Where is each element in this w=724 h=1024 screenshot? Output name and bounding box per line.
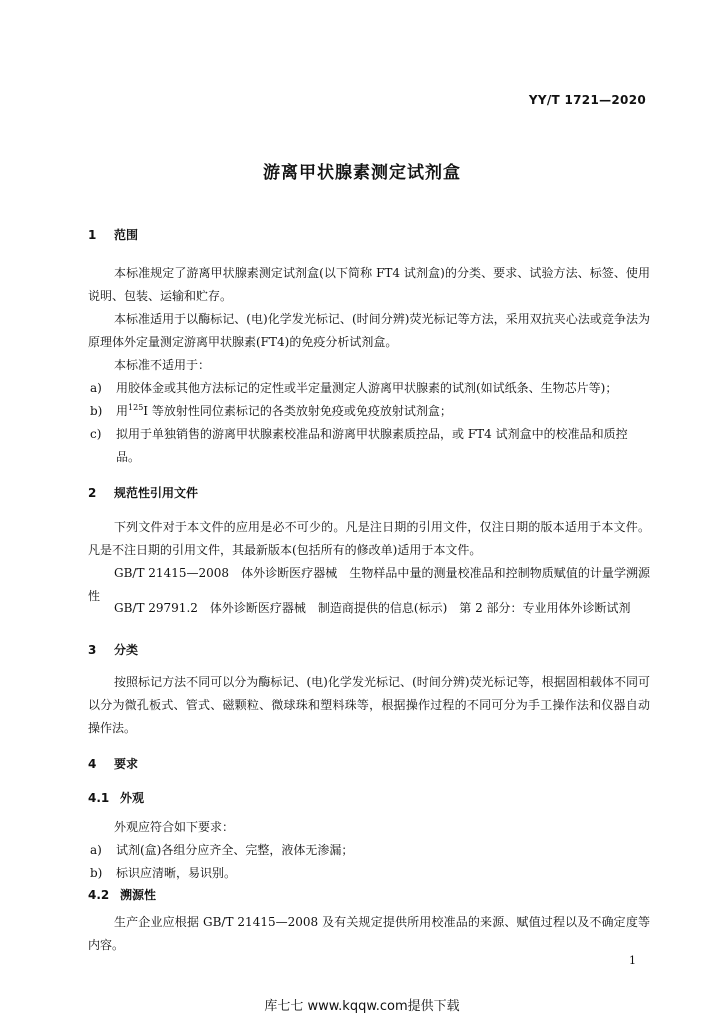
normative-reference: GB/T 21415—2008 体外诊断医疗器械 生物样品中量的测量校准品和控制物质赋值的计量学溯源性 <box>88 566 650 603</box>
list-text: 标识应清晰，易识别。 <box>116 866 237 880</box>
paragraph: 外观应符合如下要求： <box>114 820 235 834</box>
section-title: 范围 <box>114 228 139 242</box>
section-title: 分类 <box>114 643 139 657</box>
list-item <box>90 839 650 862</box>
list-item <box>90 377 650 400</box>
standard-number: YY/T 1721—2020 <box>528 93 646 107</box>
isotope-superscript: 125 <box>128 403 144 412</box>
list-text: 拟用于单独销售的游离甲状腺素校准品和游离甲状腺素质控品，或 FT4 试剂盒中的校准品和质控品。 <box>116 427 628 464</box>
list-marker: a) <box>90 381 102 395</box>
paragraph: 本标准适用于以酶标记、(电)化学发光标记、(时间分辨)荧光标记等方法，采用双抗夹心法或竞争法为原理体外定量测定游离甲状腺素(FT4)的免疫分析试剂盒。 <box>88 312 650 349</box>
paragraph: 下列文件对于本文件的应用是必不可少的。凡是注日期的引用文件，仅注日期的版本适用于本文件。凡是不注日期的引用文件，其最新版本(包括所有的修改单)适用于本文件。 <box>88 520 650 557</box>
section-title: 规范性引用文件 <box>114 486 199 500</box>
paragraph: 本标准不适用于： <box>114 358 211 372</box>
footer-download-note: 库七七 www.kqqw.com提供下载 <box>264 999 460 1014</box>
section-2-heading <box>88 484 198 501</box>
subsection-title: 溯源性 <box>120 888 157 902</box>
list-item <box>90 862 650 885</box>
paragraph: 本标准规定了游离甲状腺素测定试剂盒(以下简称 FT4 试剂盒)的分类、要求、试验方法、标签、使用说明、包装、运输和贮存。 <box>88 266 650 303</box>
subsection-4-2-heading <box>88 886 156 903</box>
page-number: 1 <box>629 954 636 967</box>
paragraph: 按照标记方法不同可以分为酶标记、(电)化学发光标记、(时间分辨)荧光标记等，根据固相载体不同可以分为微孔板式、管式、磁颗粒、微球珠和塑料珠等，根据操作过程的不同可分为手工操作法和仪器自动操作法。 <box>88 675 650 735</box>
list-item <box>90 423 650 469</box>
paragraph: 生产企业应根据 GB/T 21415—2008 及有关规定提供所用校准品的来源、赋值过程以及不确定度等内容。 <box>88 915 650 952</box>
list-marker: c) <box>90 427 102 441</box>
subsection-4-1-heading <box>88 789 144 806</box>
section-number: 4 <box>88 757 97 771</box>
section-4-heading <box>88 755 138 772</box>
list-marker: b) <box>90 404 103 418</box>
section-title: 要求 <box>114 757 139 771</box>
section-3-heading <box>88 641 138 658</box>
list-marker: b) <box>90 866 103 880</box>
subsection-title: 外观 <box>120 791 145 805</box>
list-marker: a) <box>90 843 102 857</box>
normative-reference: GB/T 29791.2 体外诊断医疗器械 制造商提供的信息(标示) 第 2 部分：专业用体外诊断试剂 <box>114 601 631 615</box>
subsection-number: 4.1 <box>88 791 110 805</box>
section-number: 1 <box>88 228 97 242</box>
list-item <box>90 400 650 423</box>
list-text-pre: 用 <box>116 404 129 418</box>
list-text: 试剂(盒)各组分应齐全、完整，液体无渗漏； <box>116 843 354 857</box>
section-number: 3 <box>88 643 97 657</box>
section-1-heading <box>88 226 138 243</box>
list-text: 用胶体金或其他方法标记的定性或半定量测定人游离甲状腺素的试剂(如试纸条、生物芯片等)； <box>116 381 618 395</box>
document-title: 游离甲状腺素测定试剂盒 <box>263 163 461 183</box>
list-text-post: I 等放射性同位素标记的各类放射免疫或免疫放射试剂盒； <box>143 404 452 418</box>
section-number: 2 <box>88 486 97 500</box>
subsection-number: 4.2 <box>88 888 110 902</box>
